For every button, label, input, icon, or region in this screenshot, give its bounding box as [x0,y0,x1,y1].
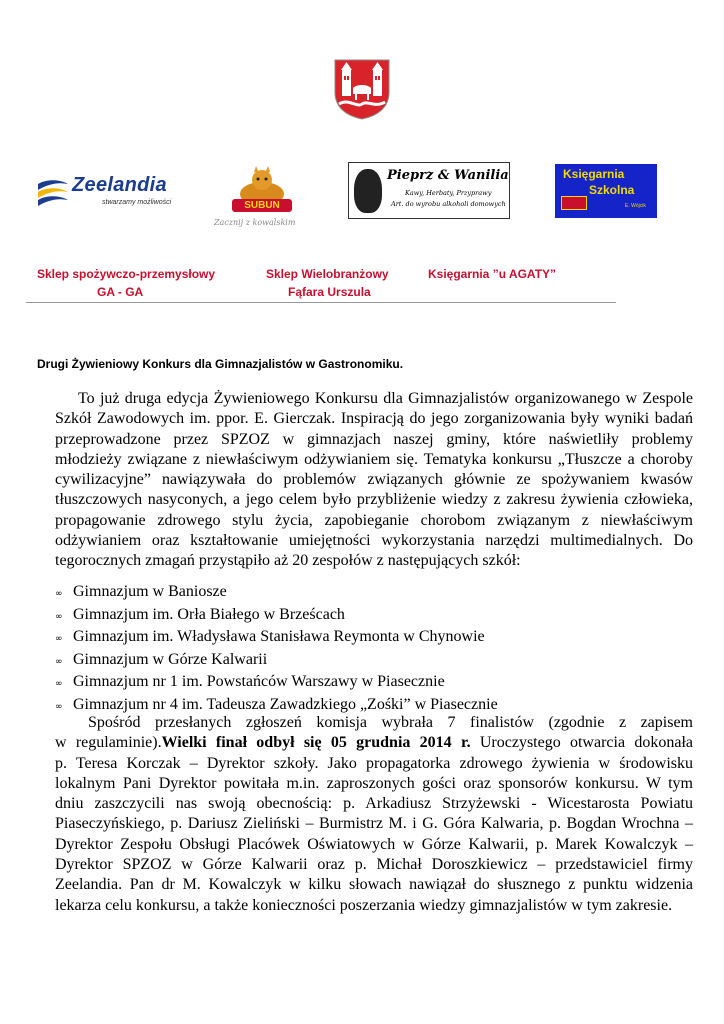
list-item [55,672,498,695]
school-name: Gimnazjum im. Orła Białego w Brześcach [73,605,345,623]
ksiegarnia-author: E. Wójcik [625,203,646,209]
list-item [55,627,498,650]
zeelandia-logo [36,172,176,212]
text-line: tłuszczowych nasyconych, a jego celem było przybliżenie wiedzy z zakresu żywienia człowieka, [55,491,693,509]
text-line: Szkół Zawodowych im. ppor. E. Gierczak. Inspiracją do jego zorganizowania były wyniki badań [55,410,693,428]
text-line: Piaseczyńskiego, p. Dariusz Zieliński – Burmistrz M. i G. Góra Kalwaria, p. Bogdan Wrochna – [55,815,693,833]
infinity-bullet-icon: ∞ [55,634,63,645]
paragraph-1 [55,389,693,572]
school-name: Gimnazjum w Baniosze [73,583,227,600]
zeelandia-swoosh-icon [36,176,70,210]
pieprz-subtitle-2: Art. do wyrobu alkoholi domowych [391,200,506,208]
text-fragment: Uroczystego otwarcia dokonała [470,734,693,752]
ksiegarnia-szkolna-logo [555,164,657,218]
subun-script: Zacznij z kowalskim [214,218,296,227]
book-icon [561,196,587,210]
text-line: Zeelandia. Pan dr M. Kowalczyk w kilku słowach nawiązał do słusznego z punktu widzenia [55,876,693,894]
sponsor-2-line-1: Sklep Wielobranżowy [266,267,389,281]
sponsor-2-line-2: Fąfara Urszula [288,285,371,299]
subun-logo [210,166,312,232]
school-name: Gimnazjum nr 1 im. Powstańców Warszawy w Piasecznie [73,673,445,691]
final-date-bold: Wielki finał odbył się 05 grudnia 2014 r. [161,734,471,752]
text-line: młodzieży związane z niewłaściwym odżywianiem się. Tematyka konkursu „Tłuszcze a choroby [55,450,693,468]
pieprz-subtitle-1: Kawy, Herbaty, Przyprawy [405,189,492,197]
divider [26,302,616,303]
text-line: odżywianiem oraz kształtowanie umiejętności wykorzystania narzędzi multimedialnych. Do [55,532,693,550]
text-line: Spośród przesłanych zgłoszeń komisja wybrała 7 finalistów (zgodnie z zapisem [88,714,693,731]
ksiegarnia-line-2: Szkolna [589,183,635,197]
pieprz-title: Pieprz & Wanilia [387,168,509,183]
zeelandia-name: Zeelandia [72,174,167,196]
zeelandia-tagline: stwarzamy możliwości [102,199,172,206]
text-line: To już druga edycja Żywieniowego Konkursu dla Gimnazjalistów organizowanego w Zespole [78,390,693,407]
text-line: Dyrektor Zespołu Obsługi Placówek Oświatowych w Górze Kalwarii, p. Marek Kowalczyk – [55,835,693,853]
sponsor-1-line-1: Sklep spożywczo-przemysłowy [37,267,216,281]
text-line: p. Teresa Korczak – Dyrektor szkoły. Jako propagatorka zdrowego żywienia w środowisku [55,754,693,772]
school-name: Gimnazjum nr 4 im. Tadeusza Zawadzkiego „Zośki” w Piasecznie [73,695,498,713]
text-fragment: w regulaminie). [55,734,162,752]
infinity-bullet-icon: ∞ [55,589,63,599]
text-line: lekarza celu konkursu, a także konieczności poszerzania wiedzy gimnazjalistów w tym zakresie. [55,896,673,914]
list-item [55,582,498,605]
schools-list [55,582,498,718]
text-line: Dyrektor SPZOZ w Górze Kalwarii oraz p. Michał Doroszkiewicz – przedstawiciel firmy [55,856,693,874]
coat-of-arms-icon [333,58,391,120]
paragraph-2 [55,713,693,916]
sponsor-3-line-1: Księgarnia ”u AGATY” [428,267,557,281]
subun-name: SUBUN [232,199,292,212]
article-heading: Drugi Żywieniowy Konkurs dla Gimnazjalistów w Gastronomiku. [37,357,404,371]
list-item [55,650,498,673]
text-line: dniu zaszczycili nas swoją obecnością: p. Arkadiusz Strzyżewski - Wicestarosta Powiatu [55,795,693,813]
text-line: lokalnym Pani Dyrektor powitała m.in. zaproszonych gości oraz sponsorów konkursu. W tym [55,774,693,792]
text-line: przeprowadzone przez SPZOZ w gimnazjach naszej gminy, które naświetliły problemy [55,430,693,448]
ksiegarnia-line-1: Księgarnia [563,167,625,181]
infinity-bullet-icon: ∞ [55,656,63,667]
text-line: propagowanie zdrowego stylu życia, zapobieganie chorobom związanym z niewłaściwym [55,511,693,529]
infinity-bullet-icon: ∞ [55,611,63,622]
pieprz-wanilia-logo [348,162,510,219]
school-name: Gimnazjum im. Władysława Stanisława Reymonta w Chynowie [73,628,485,646]
pieprz-emblem-icon [354,169,382,213]
text-line: cywilizacyjne” nawiązywała do problemów związanych głównie ze spożywaniem kwasów [55,471,693,489]
list-item [55,605,498,628]
infinity-bullet-icon: ∞ [55,679,63,690]
sponsor-1-line-2: GA - GA [97,285,144,299]
school-name: Gimnazjum w Górze Kalwarii [73,650,268,668]
text-line-with-bold [55,733,693,753]
infinity-bullet-icon: ∞ [55,701,63,712]
text-line: tegorocznych zmagań przystąpiło aż 20 zespołów z następujących szkół: [55,552,521,570]
